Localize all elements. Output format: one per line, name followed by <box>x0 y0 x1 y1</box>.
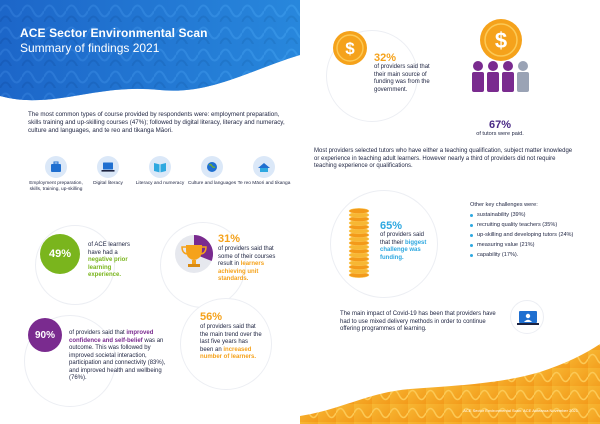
confidence-highlight: improved confidence and self-belief <box>69 330 154 344</box>
trend-stat-text <box>200 324 262 362</box>
challenges-heading: Other key challenges were: <box>470 202 538 208</box>
course-item <box>184 156 240 187</box>
trend-text: of providers said that the main trend over the last five years has been an <box>200 324 262 353</box>
people-icon <box>472 61 529 92</box>
coin-stack-icon <box>348 205 370 279</box>
achieving-text: of providers said that some of their courses result in <box>218 246 276 267</box>
confidence-text: of providers said that <box>69 330 125 336</box>
marae-icon <box>253 156 275 178</box>
laptop-icon <box>97 156 119 178</box>
svg-text:$: $ <box>494 28 508 53</box>
course-label: Employment preparation, skills, training, up-skilling <box>29 181 83 192</box>
course-item <box>80 156 136 187</box>
course-item <box>28 156 84 193</box>
course-label: Literacy and numeracy <box>135 181 185 186</box>
challenge-text: of providers said that their <box>380 232 425 246</box>
confidence-percent-badge: 90% <box>28 318 62 352</box>
page-title: ACE Sector Environmental Scan <box>20 26 208 40</box>
video-call-icon <box>510 300 544 334</box>
challenge-stat-text <box>380 232 430 262</box>
list-item: up-skilling and developing tutors (24%) <box>470 232 580 239</box>
confidence-text-post: was an outcome. This was followed by improved societal interaction, participation and connectivity (83%), and improved health and wellbeing (76%). <box>69 337 166 381</box>
confidence-stat-text <box>69 330 169 383</box>
course-label: Culture and languages <box>187 181 237 186</box>
challenge-percent: 65% <box>380 220 403 232</box>
header-wave-background <box>0 0 300 110</box>
course-label: Digital literacy <box>93 181 123 186</box>
list-item: measuring value (21%) <box>470 242 580 249</box>
trend-percent: 56% <box>200 311 223 323</box>
paid-tutors-graphic <box>470 18 532 96</box>
achieving-stat-text <box>218 246 278 284</box>
funding-percent: 32% <box>374 52 397 64</box>
funding-stat-text: of providers said that their main source of funding was from the government. <box>374 64 430 93</box>
list-item: recruiting quality teachers (35%) <box>470 222 580 229</box>
covid-paragraph: The main impact of Covid-19 has been that providers have had to use mixed delivery methods in order to continue offering programmes of learning. <box>340 311 496 332</box>
paid-percent: 67% <box>488 119 512 131</box>
svg-text:$: $ <box>345 39 355 58</box>
header-title-block <box>20 26 208 55</box>
intro-paragraph: The most common types of course provided by respondents were: employment preparation, skills training and up-skilling courses (47%); followed by digital literacy, literacy and numeracy, culture and languages, and te reo and tikanga Māori. <box>28 111 285 134</box>
learners-percent-badge: 49% <box>40 234 80 274</box>
briefcase-icon <box>45 156 67 178</box>
challenge-highlight: biggest challenge was funding. <box>380 239 427 261</box>
achieving-pie-icon <box>173 233 215 275</box>
list-item: sustainability (39%) <box>470 212 580 219</box>
list-item: capability (17%). <box>470 252 580 259</box>
challenges-list <box>470 212 580 259</box>
book-icon <box>149 156 171 178</box>
achieving-percent: 31% <box>218 233 241 245</box>
tutors-paragraph: Most providers selected tutors who have either a teaching qualification, subject matter knowledge or experience in teaching adult learners. However nearly a third of providers did not require teaching experience or qualifications. <box>314 148 573 170</box>
achieving-highlight: learners achieving unit standards. <box>218 261 265 282</box>
course-item <box>132 156 188 187</box>
other-challenges <box>470 202 580 262</box>
course-label: Te reo Māori and tikanga <box>237 181 291 186</box>
course-types-row <box>28 156 290 206</box>
learners-stat-text <box>88 242 142 280</box>
paid-tutors-stat <box>470 119 530 137</box>
trend-highlight: increased number of learners. <box>200 346 257 360</box>
page-subtitle: Summary of findings 2021 <box>20 41 160 55</box>
paid-text: of tutors were paid. <box>476 131 524 137</box>
globe-icon <box>201 156 223 178</box>
dollar-coin-icon <box>332 30 368 66</box>
course-item <box>236 156 292 187</box>
footer-credit: ACE Sector Environmental Scan: ACE Aotearoa November 2021 <box>463 408 578 413</box>
learners-highlight: negative prior learning experience. <box>88 257 128 278</box>
learners-text: of ACE learners have had a <box>88 242 131 256</box>
